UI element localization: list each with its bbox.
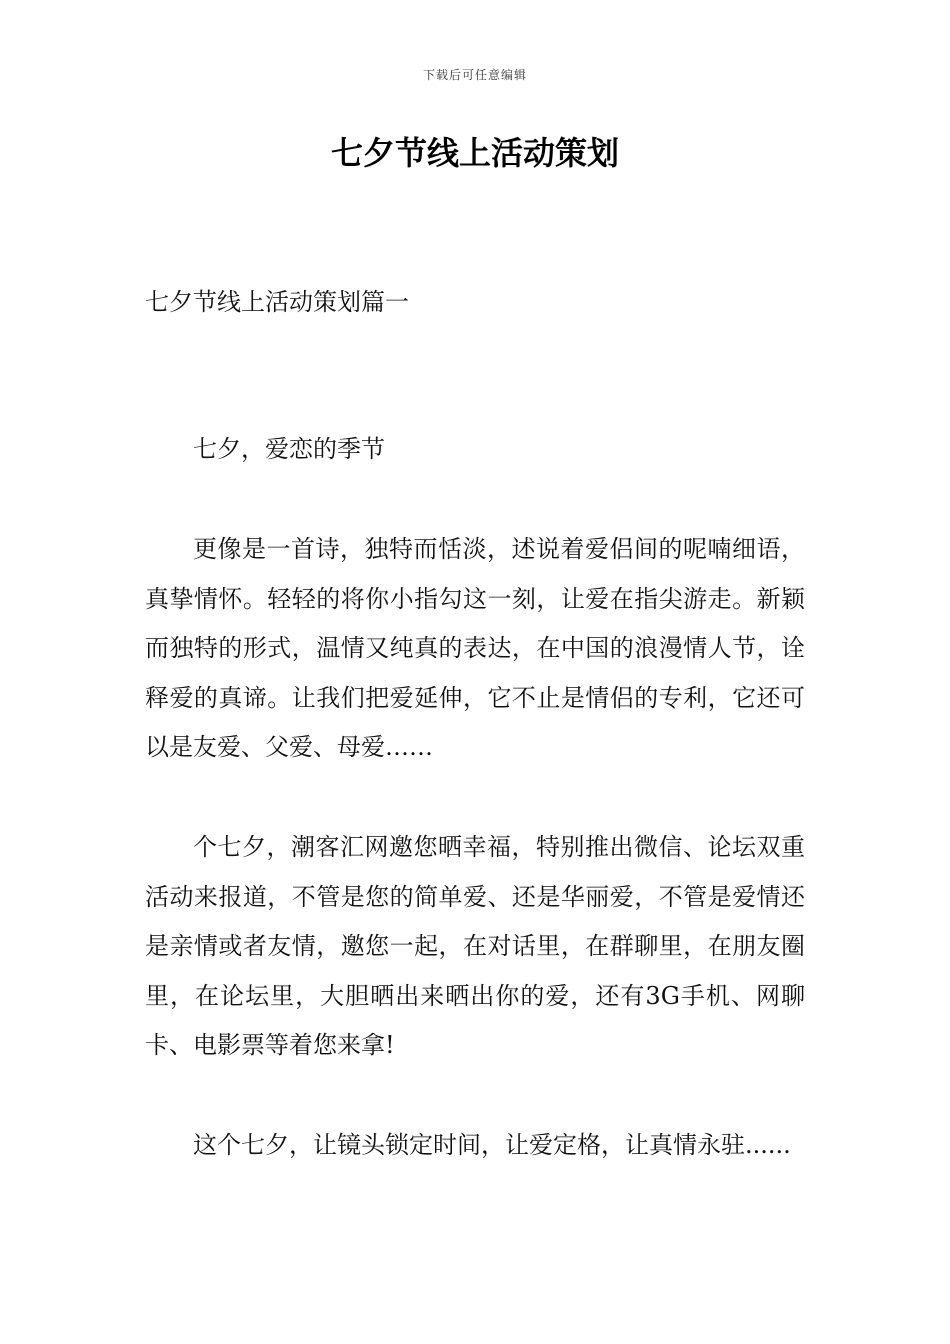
document-title: 七夕节线上活动策划 (330, 134, 619, 172)
paragraph-intro: 七夕，爱恋的季节 (193, 435, 385, 463)
paragraph-event: 个七夕，潮客汇网邀您晒幸福，特别推出微信、论坛双重活动来报道，不管是您的简单爱、还是华丽爱，不管是爱情还是亲情或者友情，邀您一起，在对话里，在群聊里，在朋友圈里，在论坛里，大胆晒出来晒出你的爱，还有3G手机、网聊卡、电影票等着您来拿! (145, 833, 805, 1059)
paragraph-closing: 这个七夕，让镜头锁定时间，让爱定格，让真情永驻...... (193, 1131, 791, 1159)
section-heading: 七夕节线上活动策划篇一 (145, 288, 409, 316)
header-note: 下载后可任意编辑 (422, 68, 527, 82)
paragraph-poem: 更像是一首诗，独特而恬淡，述说着爱侣间的呢喃细语，真挚情怀。轻轻的将你小指勾这一刻，让爱在指尖游走。新颖而独特的形式，温情又纯真的表达，在中国的浪漫情人节，诠释爱的真谛。让我们把爱延伸，它不止是情侣的专利，它还可以是友爱、父爱、母爱…… (145, 535, 805, 761)
